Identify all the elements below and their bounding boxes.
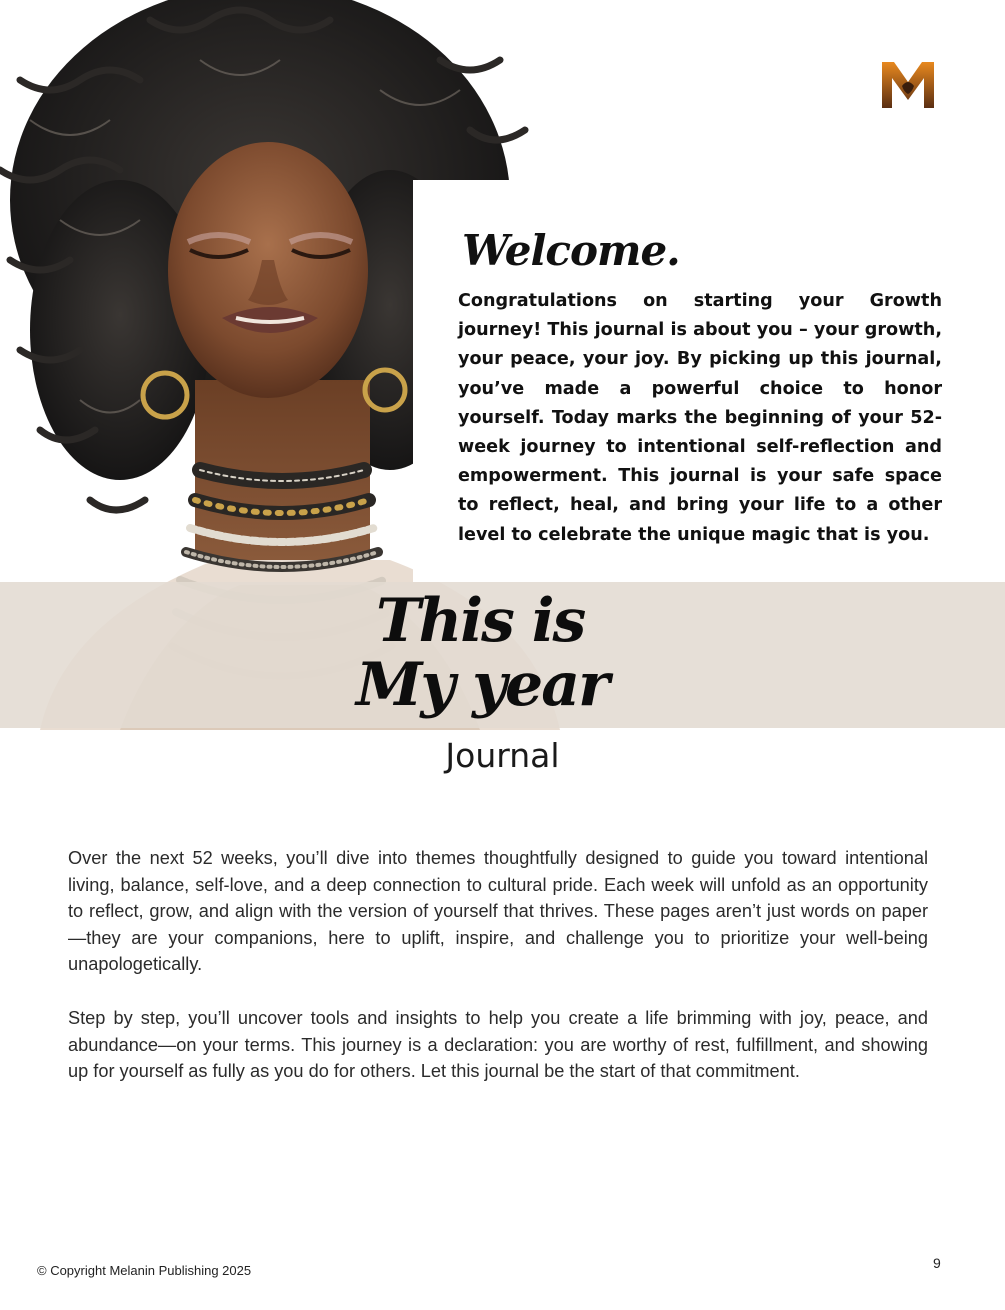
melanin-publishing-logo-icon: [880, 60, 936, 110]
welcome-paragraph: Congratulations on starting your Growth journey! This journal is about you – your growth, your peace, your joy. By picking up this journal, you’ve made a powerful choice to honor yourself. Today marks the beginning of your 52-week journey to intentional self-reflection and empowerment. This journal is your safe space to reflect, heal, and bring your life to a other level to celebrate the unique magic that is you.: [458, 291, 942, 545]
title-line-my-year: My year: [356, 650, 608, 720]
title-line-this-is: This is: [376, 586, 585, 656]
page-number: 9: [933, 1255, 941, 1271]
welcome-heading: Welcome.: [462, 226, 680, 275]
body-paragraph-2: Step by step, you’ll uncover tools and insights to help you create a life brimming with joy, peace, and abundance—on your terms. This journey is a declaration: you are worthy of rest, fulfillment, and showing up for yourself as fully as you do for others. Let this journal be the start of that commitment.: [68, 1008, 928, 1081]
journal-subtitle: Journal: [445, 736, 560, 775]
body-paragraph-1: Over the next 52 weeks, you’ll dive into themes thoughtfully designed to guide you toward intentional living, balance, self-love, and a deep connection to cultural pride. Each week will unfold as an opportunity to reflect, grow, and align with the version of yourself that thrives. These pages aren’t just words on paper—they are your companions, here to uplift, inspire, and challenge you to prioritize your well-being unapologetically.: [68, 848, 928, 974]
copyright-notice: © Copyright Melanin Publishing 2025: [37, 1263, 252, 1278]
